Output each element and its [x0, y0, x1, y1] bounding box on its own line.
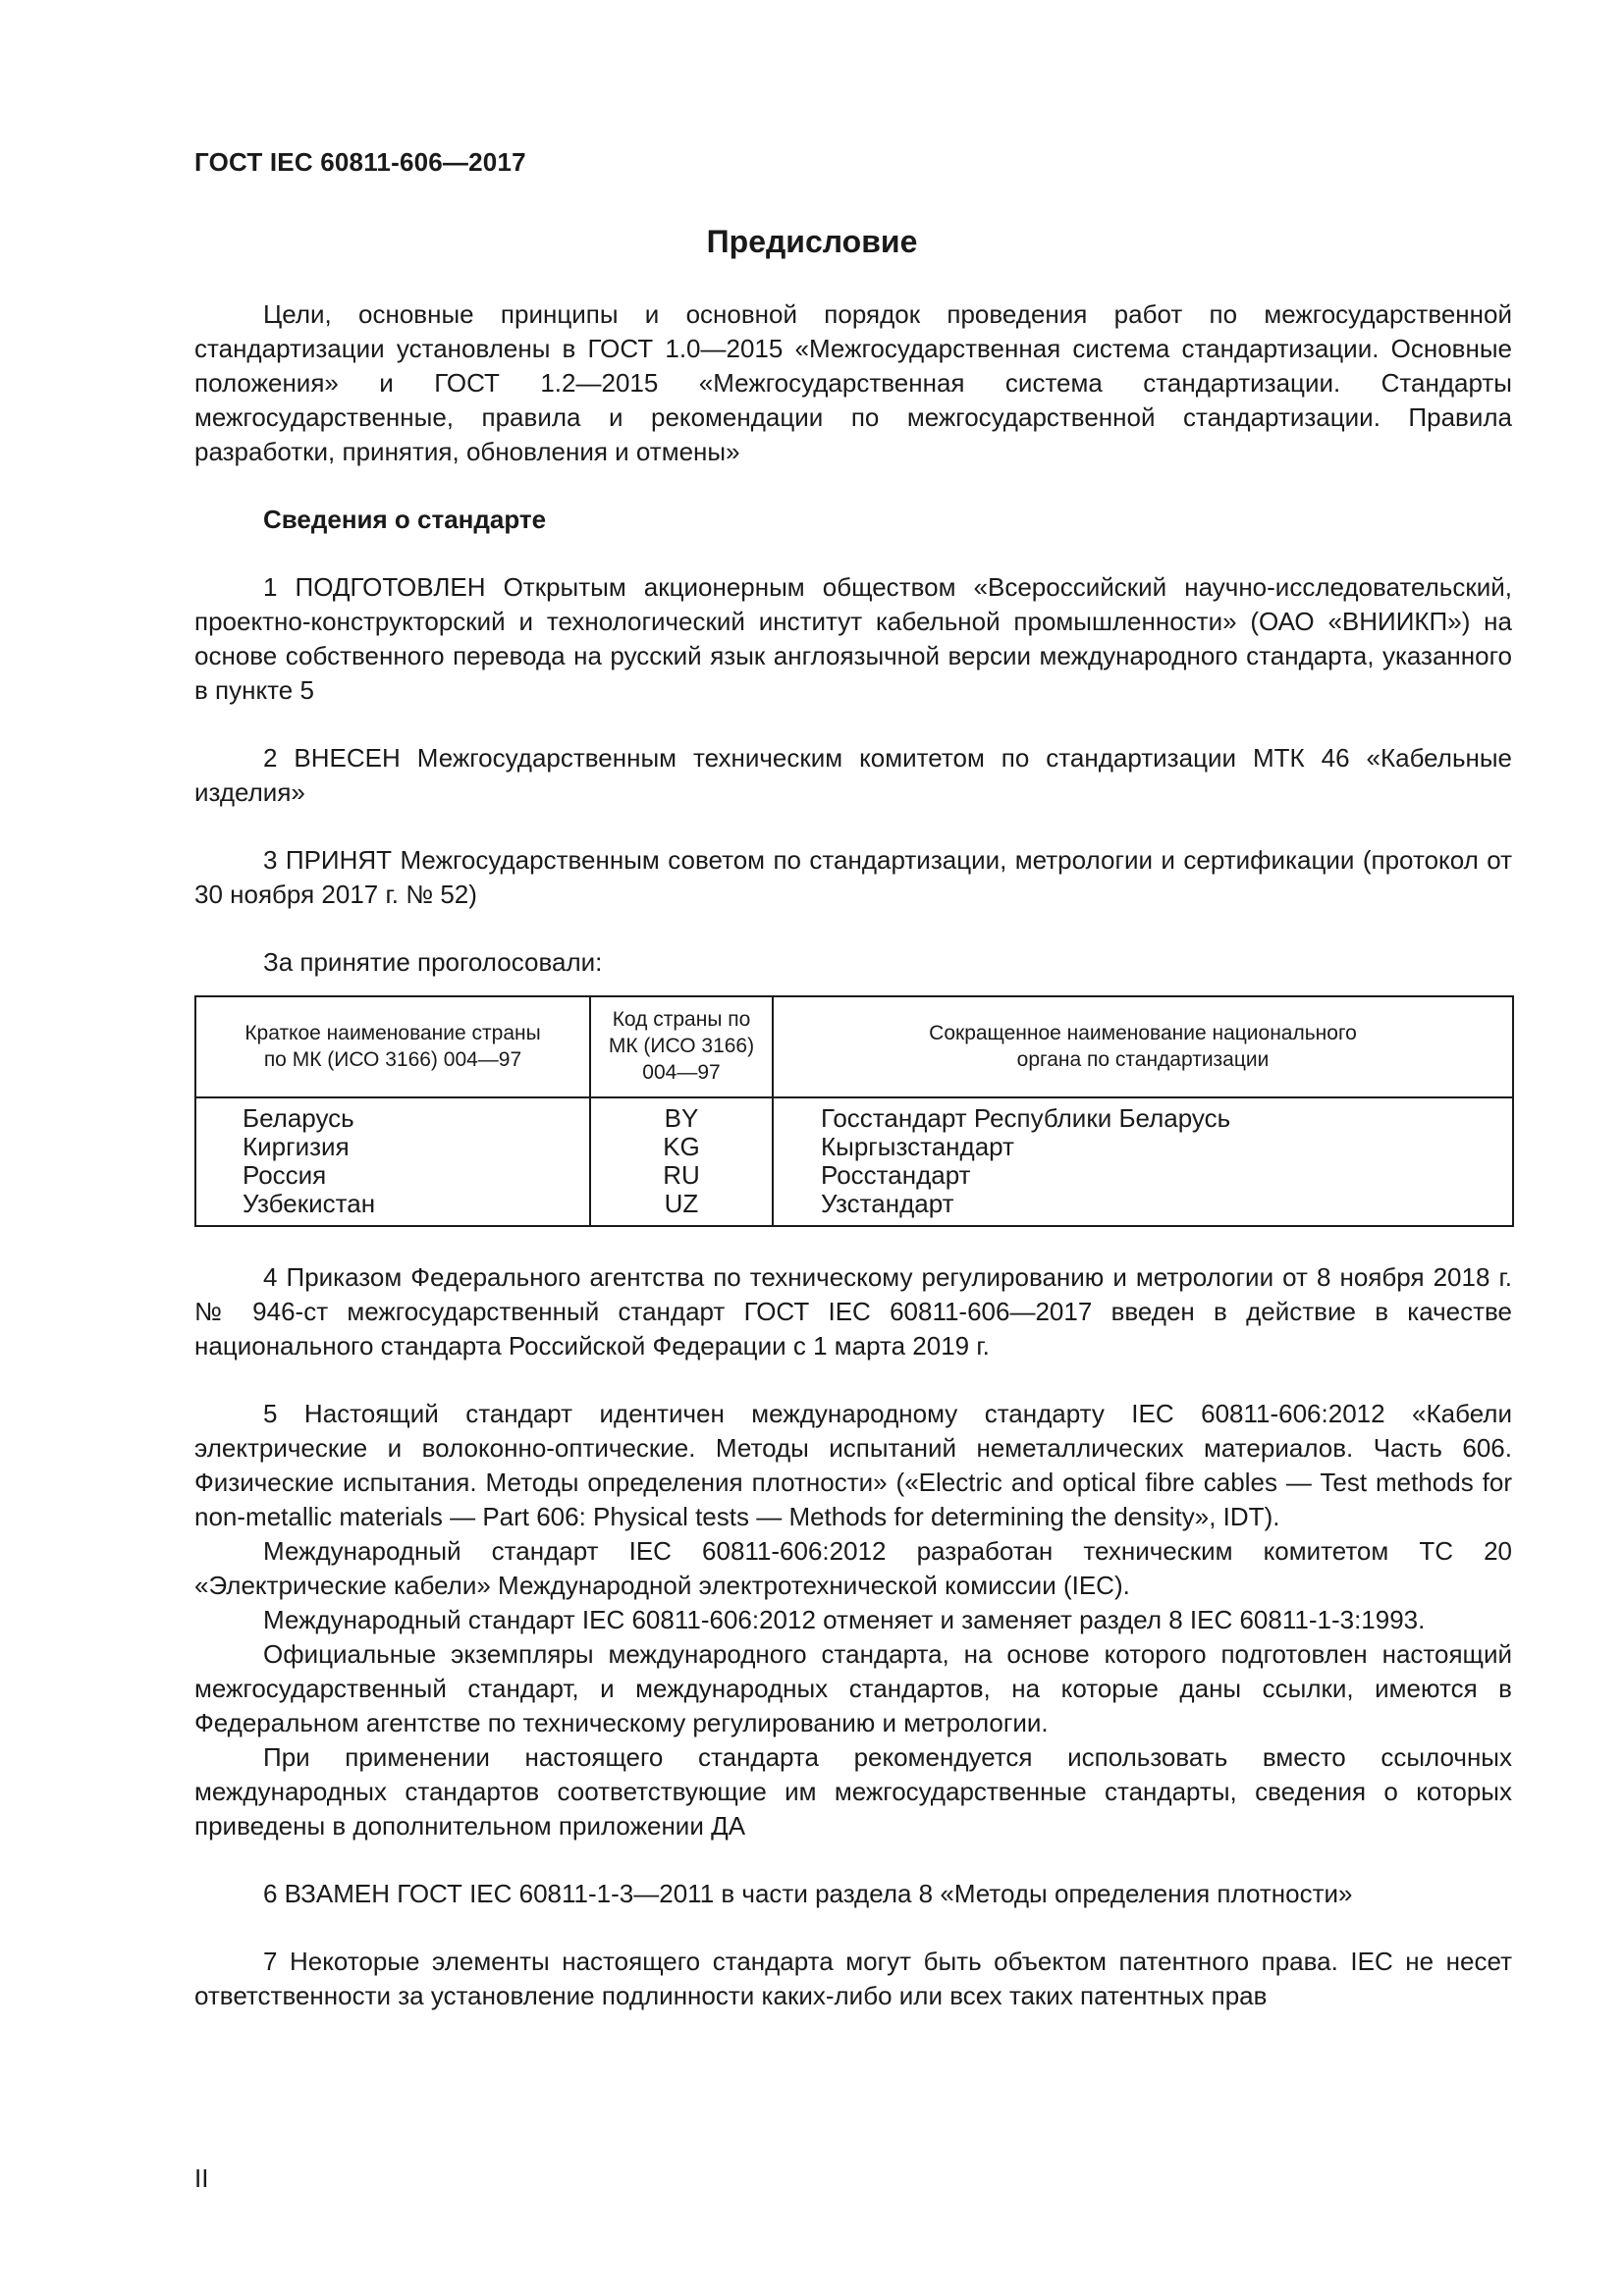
- page-title: Предисловие: [706, 224, 918, 259]
- table-header-row: [195, 996, 1513, 1097]
- item-5-paragraph-d: Официальные экземпляры международного стандарта, на основе которого подготовлен настоящий межгосударственный стандарт, и международных стандартов, на которые даны ссылки, имеются в Федеральном агентстве по техническому регулированию и метрологии.: [194, 1639, 1512, 1737]
- table-header-code: Код страны по МК (ИСО 3166) 004—97: [590, 996, 773, 1097]
- section-heading: Сведения о стандарте: [263, 505, 547, 534]
- page-number: II: [194, 2163, 209, 2193]
- document-header: ГОСТ IEC 60811-606—2017: [194, 147, 526, 177]
- code-cell: BY KG RU UZ: [590, 1097, 773, 1226]
- item-4-paragraph: 4 Приказом Федерального агентства по техническому регулированию и метрологии от 8 ноября 2018 г. № 946-ст межгосударственный стандарт ГОСТ IEC 60811-606—2017 введен в действие в качестве национального стандарта Российской Федерации с 1 марта 2019 г.: [194, 1262, 1512, 1361]
- item-5-paragraph-c: Международный стандарт IEC 60811-606:2012 отменяет и заменяет раздел 8 IEC 60811-1-3:1993.: [263, 1605, 1426, 1634]
- table-row: [195, 1097, 1513, 1226]
- countries-table: [194, 995, 1514, 1227]
- country-cell: Беларусь Киргизия Россия Узбекистан: [195, 1097, 590, 1226]
- item-2-paragraph: 2 ВНЕСЕН Межгосударственным техническим комитетом по стандартизации МТК 46 «Кабельные изделия»: [194, 743, 1512, 807]
- item-6-paragraph: 6 ВЗАМЕН ГОСТ IEC 60811-1-3—2011 в части раздела 8 «Методы определения плотности»: [263, 1879, 1353, 1908]
- item-5-paragraph-b: Международный стандарт IEC 60811-606:2012 разработан техническим комитетом ТС 20 «Электрические кабели» Международной электротехнической комиссии (IEC).: [194, 1536, 1512, 1600]
- vote-label: За принятие проголосовали:: [263, 947, 603, 977]
- item-5-paragraph: 5 Настоящий стандарт идентичен международному стандарту IEC 60811-606:2012 «Кабели электрические и волоконно-оптические. Методы испытаний неметаллических материалов. Часть 606. Физические испытания. Методы определения плотности» («Electric and optical fibre cables — Test methods for non-metallic materials — Part 606: Physical tests — Methods for determining the density», IDT).: [194, 1399, 1512, 1531]
- table-header-body: Сокращенное наименование национального органа по стандартизации: [773, 996, 1513, 1097]
- table-header-country: Краткое наименование страны по МК (ИСО 3166) 004—97: [195, 996, 590, 1097]
- intro-paragraph: Цели, основные принципы и основной порядок проведения работ по межгосударственной стандартизации установлены в ГОСТ 1.0—2015 «Межгосударственная система стандартизации. Основные положения» и ГОСТ 1.2—2015 «Межгосударственная система стандартизации. Стандарты межгосударственные, правила и рекомендации по межгосударственной стандартизации. Правила разработки, принятия, обновления и отмены»: [194, 299, 1512, 466]
- item-5-paragraph-e: При применении настоящего стандарта рекомендуется использовать вместо ссылочных международных стандартов соответствующие им межгосударственные стандарты, сведения о которых приведены в дополнительном приложении ДА: [194, 1742, 1512, 1841]
- body-cell: Госстандарт Республики Беларусь Кыргызстандарт Росстандарт Узстандарт: [821, 1103, 1231, 1218]
- document-body: [194, 297, 1512, 2013]
- item-7-paragraph: 7 Некоторые элементы настоящего стандарта могут быть объектом патентного права. IEC не несет ответственности за установление подлинности каких-либо или всех таких патентных прав: [194, 1947, 1512, 2010]
- item-3-paragraph: 3 ПРИНЯТ Межгосударственным советом по стандартизации, метрологии и сертификации (протокол от 30 ноября 2017 г. № 52): [194, 845, 1512, 909]
- item-1-paragraph: 1 ПОДГОТОВЛЕН Открытым акционерным обществом «Всероссийский научно-исследовательский, проектно-конструкторский и технологический институт кабельной промышленности» (ОАО «ВНИИКП») на основе собственного перевода на русский язык англоязычной версии международного стандарта, указанного в пункте 5: [194, 572, 1512, 705]
